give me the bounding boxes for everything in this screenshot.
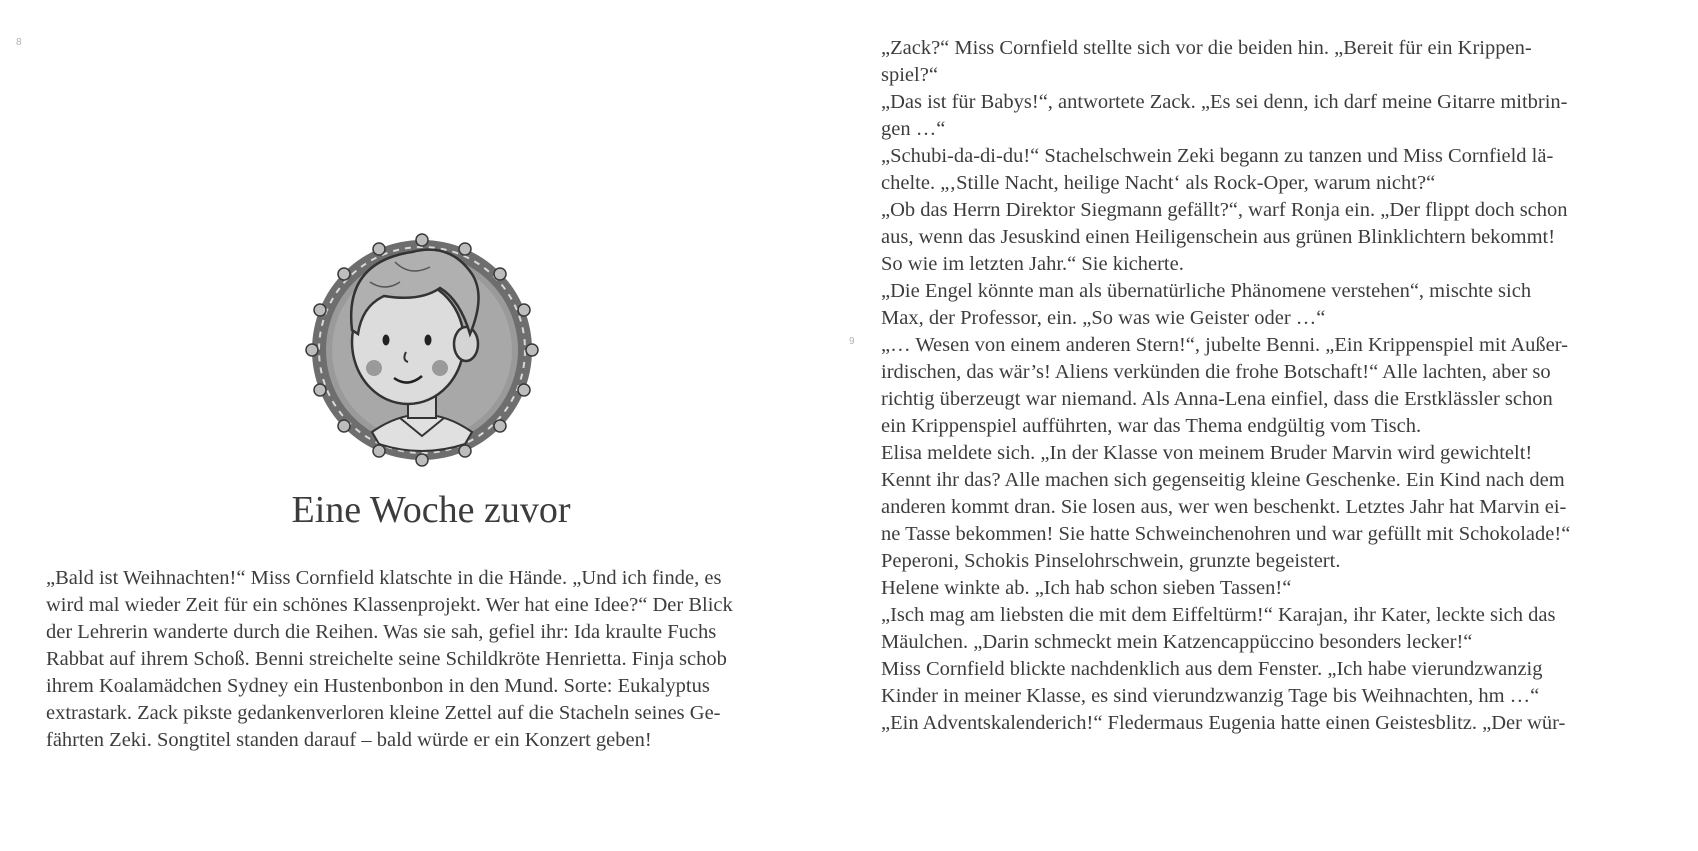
text-line: aus, wenn das Jesuskind einen Heiligenschein aus grünen Blinklichtern bekommt! — [881, 226, 1556, 248]
text-line: spiel?“ — [881, 64, 938, 86]
text-line: irdischen, das wär’s! Aliens verkünden die frohe Botschaft!“ Alle lachten, aber so — [881, 361, 1551, 383]
page-number-right: 9 — [849, 336, 855, 347]
page-number-left: 8 — [16, 37, 22, 48]
text-line: wird mal wieder Zeit für ein schönes Klassenprojekt. Wer hat eine Idee?“ Der Blick — [46, 594, 733, 616]
text-line: extrastark. Zack pikste gedankenverloren kleine Zettel auf die Stacheln seines Ge- — [46, 702, 721, 724]
text-line: Kennt ihr das? Alle machen sich gegenseitig kleine Geschenke. Ein Kind nach dem — [881, 469, 1565, 491]
right-page — [849, 0, 1698, 851]
text-line: „… Wesen von einem anderen Stern!“, jubelte Benni. „Ein Krippenspiel mit Außer- — [881, 334, 1568, 356]
text-line: Elisa meldete sich. „In der Klasse von meinem Bruder Marvin wird gewichtelt! — [881, 442, 1533, 464]
text-line: gen …“ — [881, 118, 946, 140]
text-line: Max, der Professor, ein. „So was wie Geister oder …“ — [881, 307, 1326, 329]
text-line: anderen kommt dran. Sie losen aus, wer wen beschenkt. Letztes Jahr hat Marvin ei- — [881, 496, 1567, 518]
text-line: ein Krippenspiel aufführten, war das Thema endgültig vom Tisch. — [881, 415, 1422, 437]
text-line: „Isch mag am liebsten die mit dem Eiffeltürm!“ Karajan, ihr Kater, leckte sich das — [881, 604, 1556, 626]
text-line: Miss Cornfield blickte nachdenklich aus dem Fenster. „Ich habe vierundzwanzig — [881, 658, 1543, 680]
text-line: fährten Zeki. Songtitel standen darauf – bald würde er ein Konzert geben! — [46, 729, 652, 751]
text-line: richtig überzeugt war niemand. Als Anna-Lena einfiel, dass die Erstklässler schon — [881, 388, 1553, 410]
chapter-title: Eine Woche zuvor — [291, 489, 571, 531]
text-line: „Ein Adventskalenderich!“ Fledermaus Eugenia hatte einen Geistesblitz. „Der wür- — [881, 712, 1566, 734]
text-line: Rabbat auf ihrem Schoß. Benni streichelte seine Schildkröte Henrietta. Finja schob — [46, 648, 727, 670]
text-line: „Das ist für Babys!“, antwortete Zack. „Es sei denn, ich darf meine Gitarre mitbrin- — [881, 91, 1568, 113]
text-line: Kinder in meiner Klasse, es sind vierundzwanzig Tage bis Weihnachten, hm …“ — [881, 685, 1540, 707]
text-line: „Die Engel könnte man als übernatürliche Phänomene verstehen“, mischte sich — [881, 280, 1532, 302]
text-line: Peperoni, Schokis Pinselohrschwein, grunzte begeistert. — [881, 550, 1341, 572]
text-line: „Schubi-da-di-du!“ Stachelschwein Zeki begann zu tanzen und Miss Cornfield lä- — [881, 145, 1554, 167]
text-line: ne Tasse bekommen! Sie hatte Schweinchenohren und war gefüllt mit Schokolade!“ — [881, 523, 1571, 545]
text-line: So wie im letzten Jahr.“ Sie kicherte. — [881, 253, 1184, 275]
text-line: Helene winkte ab. „Ich hab schon sieben Tassen!“ — [881, 577, 1292, 599]
text-line: Mäulchen. „Darin schmeckt mein Katzencappüccino besonders lecker!“ — [881, 631, 1473, 653]
text-line: ihrem Koalamädchen Sydney ein Hustenbonbon in den Mund. Sorte: Eukalyptus — [46, 675, 710, 697]
text-line: chelte. „‚Stille Nacht, heilige Nacht‘ als Rock-Oper, warum nicht?“ — [881, 172, 1436, 194]
text-line: der Lehrerin wanderte durch die Reihen. Was sie sah, gefiel ihr: Ida kraulte Fuchs — [46, 621, 717, 643]
text-line: „Ob das Herrn Direktor Siegmann gefällt?“, warf Ronja ein. „Der flippt doch schon — [881, 199, 1568, 221]
text-line: „Bald ist Weihnachten!“ Miss Cornfield klatschte in die Hände. „Und ich finde, es — [46, 567, 722, 589]
boy-portrait-illustration — [300, 222, 546, 472]
text-line: „Zack?“ Miss Cornfield stellte sich vor die beiden hin. „Bereit für ein Krippen- — [881, 37, 1532, 59]
